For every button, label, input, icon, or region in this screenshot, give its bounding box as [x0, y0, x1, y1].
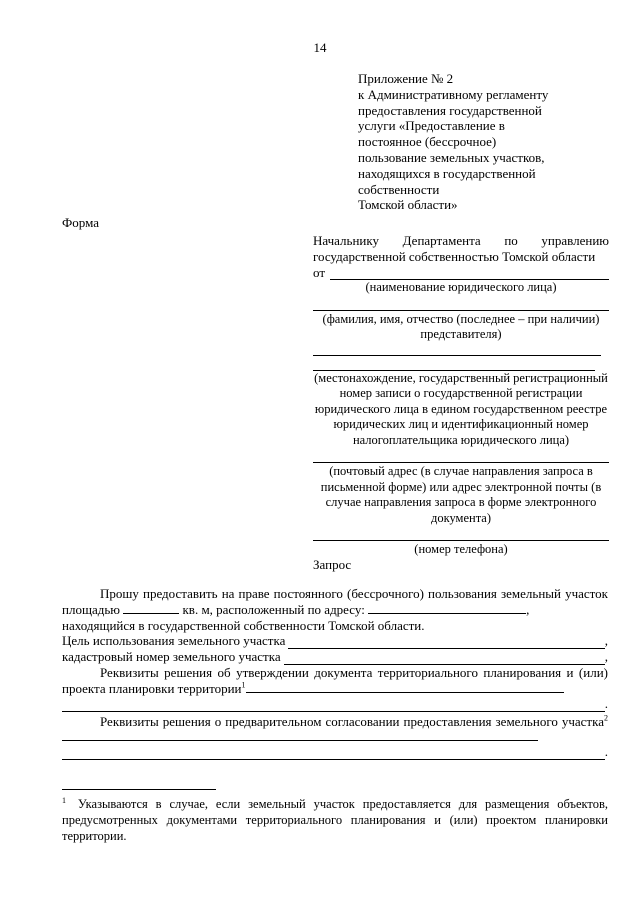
request-title: Запрос: [313, 557, 352, 572]
footnote: [62, 796, 608, 844]
cadastral-number-field[interactable]: [284, 652, 605, 665]
representative-name-field[interactable]: [313, 296, 609, 311]
address-field[interactable]: [368, 602, 526, 614]
purpose-row: [62, 633, 608, 649]
purpose-label: Цель использования земельного участка: [62, 633, 286, 649]
footnote-number: 1: [62, 795, 66, 805]
territory-decision-field[interactable]: [246, 681, 564, 693]
paragraph-prelim-decision: [62, 714, 608, 746]
appendix-line: Приложение № 2: [358, 71, 454, 86]
footnote-text: Указываются в случае, если земельный участок предоставляется для размещения объектов, предусмотренных документами территориального планирования и (или) проектом планировки территории.: [62, 797, 609, 843]
area-units-text: кв. м, расположенный по адресу:: [182, 601, 365, 617]
appendix-line: собственности: [358, 181, 440, 197]
ownership-text: находящийся в государственной собственности Томской области.: [62, 617, 425, 633]
phone-field[interactable]: [313, 526, 609, 541]
postal-address-field[interactable]: [313, 448, 609, 463]
comma: ,: [526, 601, 530, 617]
area-field[interactable]: [123, 602, 179, 614]
comma: ,: [604, 649, 608, 665]
organization-name-field[interactable]: [330, 267, 609, 280]
prelim-decision-field-2[interactable]: [62, 747, 605, 760]
caption-organization: (наименование юридического лица): [365, 280, 557, 295]
prelim-decision-text: Реквизиты решения о предварительном согласовании предоставления земельного участка: [100, 713, 604, 729]
prelim-decision-field[interactable]: [62, 729, 538, 741]
purpose-field[interactable]: [288, 636, 604, 649]
form-label: Форма: [62, 215, 99, 230]
appendix-header: [358, 71, 588, 213]
footnote-mark: 1: [241, 680, 246, 690]
request-body: [62, 586, 608, 760]
from-row: [313, 265, 609, 281]
caption-postal-address: (почтовый адрес (в случае направления запроса в письменной форме) или адрес электронной почты (в случае направления запроса в форме электронного документа): [320, 464, 602, 525]
appendix-line: Томской области»: [358, 197, 458, 213]
appendix-line: находящихся в государственной: [358, 165, 536, 181]
paragraph-territory-decision: [62, 665, 608, 697]
location-field-1[interactable]: [313, 343, 601, 356]
paragraph-land-plot: [62, 586, 608, 618]
prelim-decision-line-2: [62, 745, 608, 760]
caption-phone: (номер телефона): [414, 542, 508, 557]
appendix-line: постоянное (бессрочное): [358, 134, 497, 150]
territory-decision-text: Реквизиты решения об утверждении документа территориального планирования и (или) проекта планировки территории: [62, 664, 608, 696]
addressee-block: [313, 233, 609, 558]
caption-location: (местонахождение, государственный регистрационный номер записи о государственной регистрации юридического лица в едином государственном реестре юридических лиц и идентификационный номер налогоплательщика юридического лица): [314, 370, 608, 447]
addressee-heading: Начальнику Департамента по управлению государственной собственностью Томской области: [313, 233, 609, 264]
from-label: от: [313, 264, 326, 280]
territory-decision-field-2[interactable]: [62, 699, 605, 712]
appendix-line: услуги «Предоставление в: [358, 118, 505, 134]
period: .: [604, 695, 608, 711]
period: .: [604, 744, 608, 760]
cadastral-row: [62, 649, 608, 665]
territory-decision-line-2: [62, 697, 608, 712]
comma: ,: [604, 633, 608, 649]
page-number: 14: [313, 40, 327, 55]
land-plot-text: Прошу предоставить на праве постоянного (бессрочного) пользования земельный участок площадью: [62, 586, 608, 617]
footnote-separator: [62, 789, 216, 790]
caption-representative: (фамилия, имя, отчество (последнее – при наличии) представителя): [322, 311, 600, 342]
footnote-mark: 2: [604, 713, 608, 723]
appendix-line: к Административному регламенту: [358, 86, 549, 102]
appendix-line: пользование земельных участков,: [358, 149, 545, 165]
cadastral-label: кадастровый номер земельного участка: [62, 649, 281, 665]
appendix-line: предоставления государственной: [358, 102, 542, 118]
location-field-2[interactable]: [313, 356, 595, 371]
